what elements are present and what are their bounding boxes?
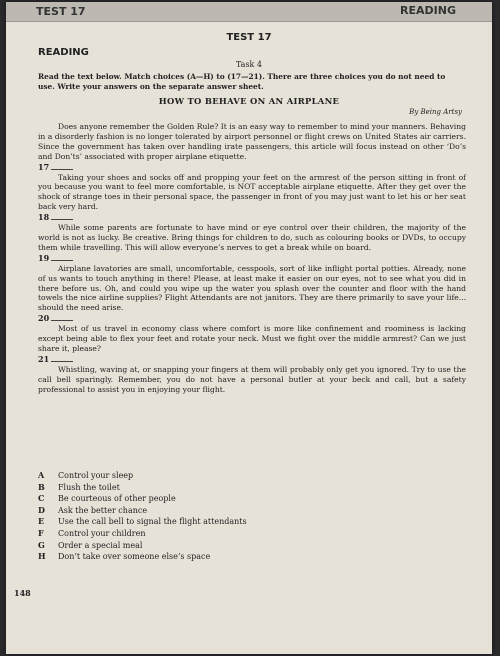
- article-title: HOW TO BEHAVE ON AN AIRPLANE: [158, 96, 340, 106]
- paragraph-21: Whistling, waving at, or snapping your fingers at them will probably only get you ignored. Try to use the call bell sparingly. Remember, you do not have a personal butler at your beck and call, but a safety professional to assist you in enjoying your flight.: [38, 364, 466, 394]
- paragraph-19: Airplane lavatories are small, uncomfortable, cesspools, sort of like inflight portal potties. Already, none of us wants to touch anything in there! Please, at least make it easier on our eyes, not to see what you did in there before us. Oh, and could you wipe up the water you splash over the counter and floor with the hand towels the nice airline supplies? Flight Attendants are not janitors. They are there primarily to save your life... should the need arise.: [38, 263, 466, 313]
- article-byline: By Being Artsy: [409, 108, 462, 116]
- running-header: [6, 2, 492, 22]
- choice-item: B Flush the toilet: [38, 481, 120, 492]
- header-test-label: TEST 17: [36, 5, 86, 18]
- book-page: [6, 2, 492, 654]
- choice-item: E Use the call bell to signal the flight attendants: [38, 516, 247, 527]
- choice-item: F Control your children: [38, 527, 146, 538]
- section-title: READING: [38, 47, 89, 58]
- task-instructions: Read the text below. Match choices (A—H) to (17—21). There are three choices you do not need to use. Write your answers on the separate answer sheet.: [38, 72, 446, 91]
- article-body: [38, 122, 466, 394]
- page-number: 148: [14, 588, 31, 598]
- choice-item: G Order a special meal: [38, 539, 143, 550]
- gap-number-17: 17: [38, 163, 466, 173]
- gap-number-21: 21: [38, 355, 466, 365]
- article-intro: Does anyone remember the Golden Rule? It is an easy way to remember to mind your manners. Behaving in a disorderly fashion is no longer tolerated by airport personnel or flight crews on United States air carriers. Since the government has taken over handling irate passengers, this article will focus instead on other ‘Do’s and Don’ts’ associated with proper airplane etiquette.: [38, 122, 466, 161]
- choice-item: D Ask the better chance: [38, 504, 148, 515]
- choice-list: [38, 470, 458, 563]
- gap-number-19: 19: [38, 254, 466, 264]
- choice-item: C Be courteous of other people: [38, 493, 176, 504]
- paragraph-18: While some parents are fortunate to have mind or eye control over their children, the majority of the world is not as lucky. Be creative. Bring things for children to do, such as colouring books or DVDs, to occupy them while travelling. This will allow everyone’s nerves to get a break while on board.: [38, 223, 466, 252]
- task-label: Task 4: [235, 60, 263, 69]
- test-title: TEST 17: [226, 32, 272, 43]
- header-section-label: READING: [400, 4, 456, 17]
- paragraph-20: Most of us travel in economy class where comfort is more like confinement and roominess is lacking except being able to flex your feet and rotate your neck. Must we fight over the middle armrest? Can we just share it, please?: [38, 324, 466, 353]
- choice-item: H Don’t take over someone else’s space: [38, 551, 211, 562]
- gap-number-20: 20: [38, 314, 466, 324]
- gap-number-18: 18: [38, 213, 466, 223]
- choice-item: A Control your sleep: [38, 470, 134, 480]
- paragraph-17: Taking your shoes and socks off and propping your feet on the armrest of the person sitting in front of you because you want to feel more comfortable, is NOT acceptable airplane etiquette. After they get over the shock of strange toes in their personal space, the passenger in front of you may just want to let his or her seat back very hard.: [38, 172, 466, 212]
